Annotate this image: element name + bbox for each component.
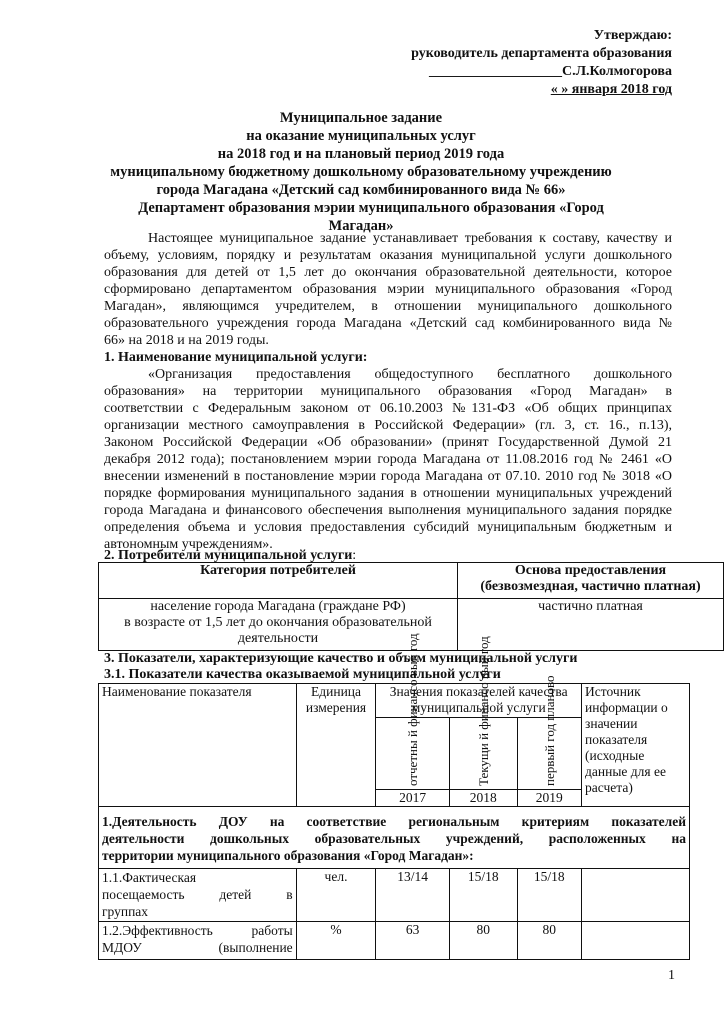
section1-line: образования» на территории муниципального образования «Город Магадан» в	[104, 384, 672, 399]
qt-row-value: 63	[376, 922, 450, 960]
consumers-header-category: Категория потребителей	[99, 563, 458, 599]
section1-line: города Магадана и финансового обеспечения выполнения муниципального задания порядке	[104, 503, 672, 518]
section1-heading: 1. Наименование муниципальной услуги:	[104, 350, 368, 365]
intro-line: образования для детей от 1,5 лет до окончания образовательной деятельности, которое	[104, 265, 672, 280]
approval-date: « » января 2018 год	[550, 82, 672, 97]
section1-line: внесении изменений в постановление мэрии города Магадана от 07.10. 2010 год № 3018 «О	[104, 469, 672, 484]
qt-header-name: Наименование показателя	[99, 684, 297, 807]
doc-department: Департамент образования мэрии муниципального образования «Город	[138, 200, 604, 216]
approval-name: С.Л.Колмогорова	[561, 64, 672, 79]
qt-header-values: Значения показателей качества муниципальной услуги	[376, 684, 582, 718]
qt-year: 2017	[376, 790, 450, 807]
section3-heading: 3. Показатели, характеризующие качество и объем муниципальной услуги	[104, 651, 578, 666]
intro-line: 66» на 2018 и на 2019 годы.	[104, 333, 269, 348]
section3-subheading: 3.1. Показатели качества оказываемой муниципальной услуги	[104, 667, 501, 682]
qt-row-value: 80	[517, 922, 582, 960]
qt-header-source: Источник информации о значении показателя (исходные данные для ее расчета)	[582, 684, 690, 807]
section1-line: порядке формирования муниципального задания в отношении муниципальных учреждений	[104, 486, 672, 501]
intro-line: объему, условиям, порядку и результатам оказания муниципальной услуги дошкольного	[104, 248, 672, 263]
section1-line: определения объема и условия предоставления субсидий муниципальным бюджетным и	[104, 520, 672, 535]
qt-header-year-col: Текущи й финансо вый год	[449, 718, 517, 790]
section1-line: соответствии с Федеральным законом от 06.10.2003 №131-ФЗ «Об общих принципах	[104, 401, 672, 416]
qt-row-unit: чел.	[296, 869, 376, 922]
section1-line: декабря 2012 года); постановлением мэрии города Магадана от 11.08.2016 год № 2461 «О	[104, 452, 672, 467]
qt-header-year-col: первый год планово	[517, 718, 582, 790]
doc-title: Муниципальное задание	[279, 110, 443, 126]
qt-row-source	[582, 869, 690, 922]
doc-period: на 2018 год и на плановый период 2019 года	[217, 146, 505, 162]
intro-line: Настоящее муниципальное задание устанавливает требования к составу, качеству и	[148, 231, 672, 246]
qt-row-value: 13/14	[376, 869, 450, 922]
section2-heading: 2. Потребители муниципальной услуги:	[104, 548, 357, 563]
qt-year: 2019	[517, 790, 582, 807]
consumers-category-cell: население города Магадана (граждане РФ) в возрасте от 1,5 лет до окончания образовательной деятельности	[99, 599, 458, 651]
page-number: 1	[668, 968, 675, 983]
qt-row-name: 1.1.Фактическая посещаемость детей в группах	[99, 869, 297, 922]
qt-header-year-col: отчетны й финансо вый год	[376, 718, 450, 790]
qt-row-name: 1.2.Эффективность работы МДОУ (выполнение	[99, 922, 297, 960]
doc-department-end: Магадан»	[328, 218, 394, 234]
intro-line: сформировано департаментом образования мэрии муниципального образования «Город	[104, 282, 672, 297]
doc-recipient-name: города Магадана «Детский сад комбинированного вида № 66»	[156, 182, 566, 198]
section1-line: «Организация предоставления общедоступного бесплатного дошкольного	[148, 367, 672, 382]
qt-header-unit: Единица измерения	[296, 684, 376, 807]
qt-row-source	[582, 922, 690, 960]
qt-year: 2018	[449, 790, 517, 807]
approval-title: Утверждаю:	[593, 28, 672, 43]
consumers-header-basis: Основа предоставления (безвозмездная, частично платная)	[458, 563, 724, 599]
intro-line: образовательного учреждения города Магадана «Детский сад комбинированного вида №	[104, 316, 672, 331]
consumers-basis-cell: частично платная	[458, 599, 724, 651]
section1-line: Законом Российской Федерации «Об образовании» (принят Государственной Думой 21	[104, 435, 672, 450]
qt-row-unit: %	[296, 922, 376, 960]
approval-position: руководитель департамента образования	[411, 46, 672, 61]
qt-row-value: 80	[449, 922, 517, 960]
doc-recipient: муниципальному бюджетному дошкольному образовательному учреждению	[110, 164, 612, 180]
qt-group-row: 1.Деятельность ДОУ на соответствие региональным критериям показателей деятельности дошкольных образовательных учреждений, расположенных на территории муниципального образования «Город Магадан»:	[99, 807, 690, 869]
qt-row-value: 15/18	[449, 869, 517, 922]
signature-line: ___________________	[428, 64, 562, 79]
doc-subtitle: на оказание муниципальных услуг	[246, 128, 476, 144]
section1-line: автономным учреждениям».	[104, 537, 273, 552]
approval-signature	[429, 64, 672, 80]
section1-line: организации местного самоуправления в Российской Федерации» (гл. 3, ст. 16., п.13),	[104, 418, 672, 433]
intro-line: Магадан», являющимся учредителем, в отношении муниципального дошкольного	[104, 299, 672, 314]
qt-row-value: 15/18	[517, 869, 582, 922]
